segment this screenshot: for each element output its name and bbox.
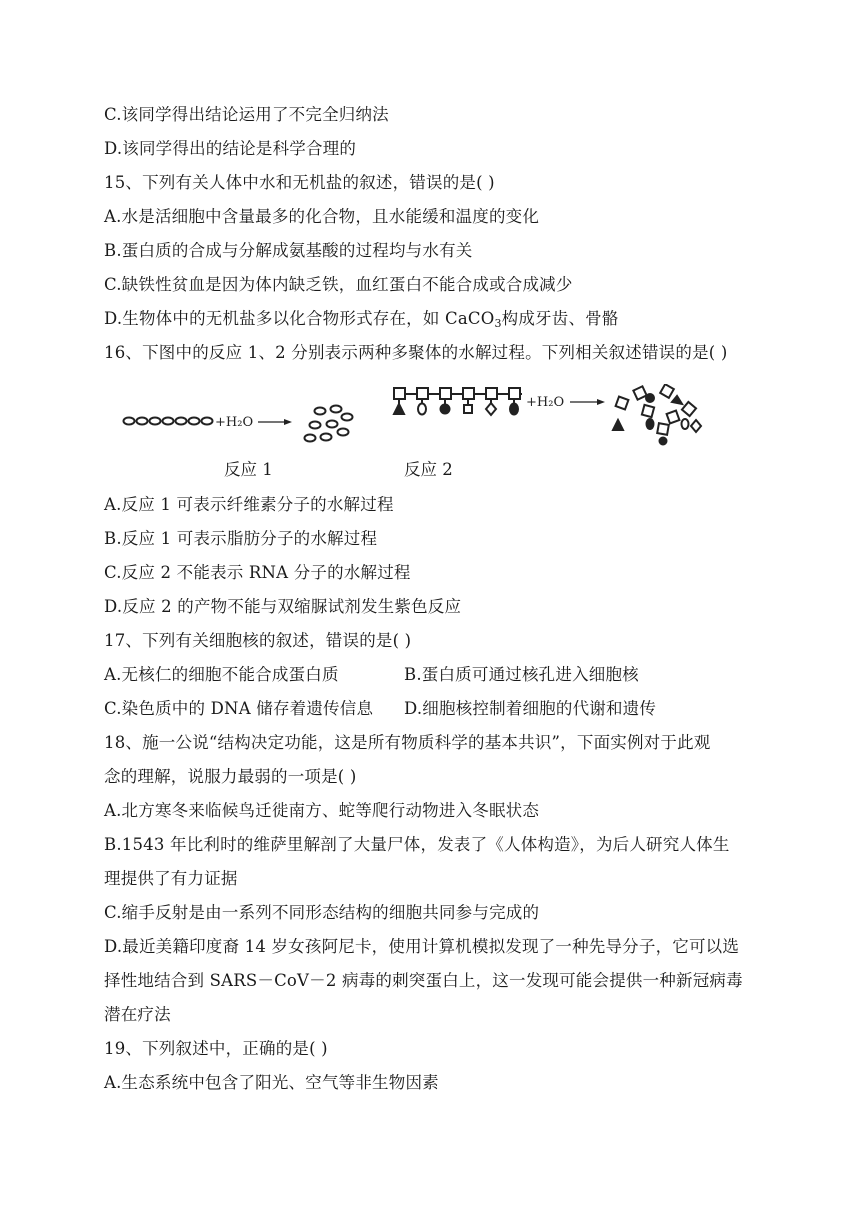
reaction-2-arrow [570, 399, 605, 405]
q17-row-2 [104, 698, 373, 720]
reaction-1-monomers [305, 406, 353, 442]
reaction-2-reagent: +H₂O [526, 395, 565, 410]
q18-option-d-line-3: 潜在疗法 [104, 1005, 171, 1024]
q18-stem-line-1: 18、施一公说“结构决定功能，这是所有物质科学的基本共识”，下面实例对于此观 [104, 733, 711, 752]
q17-row-1 [104, 664, 339, 686]
q19-stem: 19、下列叙述中，正确的是( ) [104, 1039, 328, 1058]
q15-option-d-suffix: 构成牙齿、骨骼 [501, 309, 619, 328]
q16-option-a: A.反应 1 可表示纤维素分子的水解过程 [104, 495, 394, 514]
q18-option-b-line-1: B.1543 年比利时的维萨里解剖了大量尸体，发表了《人体构造》，为后人研究人体生 [104, 835, 730, 854]
reaction-2-caption: 反应 2 [404, 460, 453, 479]
q17-option-a: A.无核仁的细胞不能合成蛋白质 [104, 665, 339, 684]
q18-option-d-line-1: D.最近美籍印度裔 14 岁女孩阿尼卡，使用计算机模拟发现了一种先导分子，它可以选 [104, 937, 740, 956]
reaction-1-polymer-chain [124, 418, 213, 425]
q14-option-d: D.该同学得出的结论是科学合理的 [104, 139, 357, 158]
reaction-2-polymer-chain [393, 388, 522, 415]
q18-option-b-line-2: 理提供了有力证据 [104, 869, 238, 888]
hydrolysis-figure [110, 384, 710, 480]
q18-option-c: C.缩手反射是由一系列不同形态结构的细胞共同参与完成的 [104, 903, 540, 922]
q16-option-d: D.反应 2 的产物不能与双缩脲试剂发生紫色反应 [104, 597, 462, 616]
q18-option-d-line-2: 择性地结合到 SARS－CoV－2 病毒的刺突蛋白上，这一发现可能会提供一种新冠病毒 [104, 971, 743, 990]
reaction-1-arrow [258, 419, 292, 425]
q15-option-d-prefix: D.生物体中的无机盐多以化合物形式存在，如 CaCO [104, 309, 495, 328]
q17-option-c: C.染色质中的 DNA 储存着遗传信息 [104, 699, 374, 718]
q15-option-c: C.缺铁性贫血是因为体内缺乏铁，血红蛋白不能合成或合成减少 [104, 275, 573, 294]
q15-option-b: B.蛋白质的合成与分解成氨基酸的过程均与水有关 [104, 241, 473, 260]
q18-option-a: A.北方寒冬来临候鸟迁徙南方、蛇等爬行动物进入冬眠状态 [104, 801, 540, 820]
q15-option-d-subscript: 3 [494, 317, 502, 330]
q17-option-b: B.蛋白质可通过核孔进入细胞核 [404, 665, 639, 684]
q14-option-c: C.该同学得出结论运用了不完全归纳法 [104, 105, 389, 124]
q15-option-a: A.水是活细胞中含量最多的化合物，且水能缓和温度的变化 [104, 207, 540, 226]
q15-stem: 15、下列有关人体中水和无机盐的叙述，错误的是( ) [104, 173, 495, 192]
q18-stem-line-2: 念的理解，说服力最弱的一项是( ) [104, 767, 357, 786]
q17-option-d: D.细胞核控制着细胞的代谢和遗传 [404, 699, 657, 718]
q15-option-d [104, 308, 619, 330]
q16-option-c: C.反应 2 不能表示 RNA 分子的水解过程 [104, 563, 411, 582]
q16-stem: 16、下图中的反应 1、2 分别表示两种多聚体的水解过程。下列相关叙述错误的是( ) [104, 343, 728, 362]
hydrolysis-diagram [110, 384, 710, 454]
q19-option-a: A.生态系统中包含了阳光、空气等非生物因素 [104, 1073, 439, 1092]
reaction-1-reagent: +H₂O [215, 415, 254, 430]
reaction-1-caption: 反应 1 [224, 460, 273, 479]
reaction-2-monomers [613, 384, 701, 444]
q17-stem: 17、下列有关细胞核的叙述，错误的是( ) [104, 631, 412, 650]
q16-option-b: B.反应 1 可表示脂肪分子的水解过程 [104, 529, 378, 548]
